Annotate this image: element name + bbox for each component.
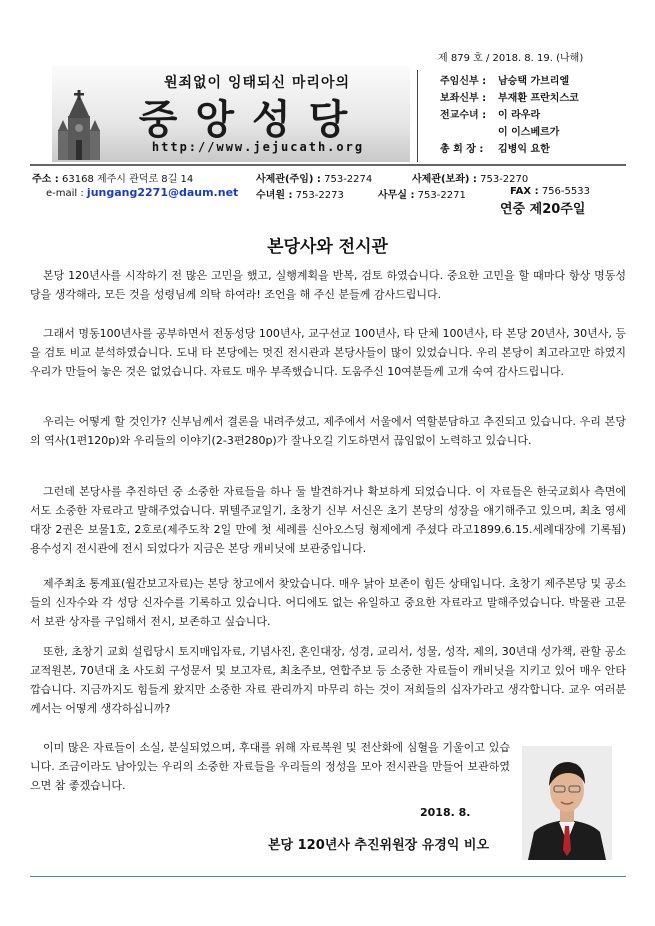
article-paragraph: 또한, 초창기 교회 설립당시 토지매입자료, 기념사진, 혼인대장, 성경, 교리서, 성물, 성작, 제의, 30년대 성가책, 관할 공소 교적원본, 70년대 초 사도회 구성문서 및 보고자료, 최초주보, 연합주보 등 소중한 자료들이 캐비닛을 지키고 있어 매우 안타깝습니다. 지금까지도 힘들게 왔지만 소중한 자료 관리까지 마무리 하는 것이 저희들의 십자가라고 생각합니다. 교우 여러분께서는 어떻게 생각하십니까?	[30, 645, 626, 715]
rectory-main-label: 사제관(주임) :	[256, 174, 321, 185]
convent-label: 수녀원 :	[256, 190, 293, 201]
rectory-assistant-value: 753-2270	[480, 174, 529, 185]
cathedral-icon	[54, 90, 104, 160]
email	[46, 186, 238, 199]
clergy-divider	[417, 70, 418, 162]
clergy-role: 주임신부 :	[440, 76, 487, 87]
address-label: 주소 :	[32, 174, 59, 185]
article-paragraph: 우리는 어떻게 할 것인가? 신부님께서 결론을 내려주셨고, 제주에서 서울에서 역할분담하고 추진되고 있습니다. 우리 본당의 역사(1편120p)와 우리들의 이야기(2-3편280p)가 잘나오길 기도하면서 끊임없이 노력하고 있습니다.	[30, 415, 626, 447]
clergy-name: 이 이스베르가	[498, 127, 560, 138]
clergy-row-president	[440, 140, 550, 155]
article-signature: 본당 120년사 추진위원장 유경익 비오	[268, 838, 490, 853]
clergy-role: 전교수녀 :	[440, 110, 487, 121]
rectory-assistant	[412, 170, 528, 185]
fax-value: 756-5533	[541, 186, 590, 197]
clergy-name: 김병익 요한	[498, 144, 550, 155]
article-paragraph: 제주최초 통계표(월간보고자료)는 본당 창고에서 찾았습니다. 매우 낡아 보존이 힘든 상태입니다. 초창기 제주본당 및 공소들의 신자수와 각 성당 신자수를 기록하고 있습니다. 어디에도 없는 유일하고 중요한 자료라고 말해주었습니다. 박물관 고문서 보관 상자를 구입해서 전시, 보존하고 싶습니다.	[30, 577, 626, 628]
bottom-rule	[30, 876, 626, 877]
clergy-name: 이 라우라	[498, 110, 541, 121]
church-name: 중앙성당	[138, 97, 366, 143]
website-url[interactable]: http://www.jejucath.org	[151, 140, 365, 154]
rectory-assistant-label: 사제관(보좌) :	[412, 174, 477, 185]
issue-info: 제 879 호 / 2018. 8. 19. (나해)	[438, 53, 584, 64]
rectory-main	[256, 170, 372, 185]
contact-bar	[30, 164, 626, 200]
liturgical-week: 연중 제20주일	[500, 202, 586, 217]
office	[378, 186, 466, 201]
clergy-row-sister-2	[440, 123, 559, 138]
clergy-name: 부재환 프란치스코	[498, 93, 579, 104]
convent-value: 753-2273	[295, 190, 344, 201]
email-link[interactable]: jungang2271@daum.net	[86, 186, 239, 199]
slogan: 원죄없이 잉태되신 마리아의	[163, 75, 351, 91]
clergy-role: 보좌신부 :	[440, 93, 487, 104]
article-paragraph: 본당 120년사를 시작하기 전 많은 고민을 했고, 실행계획을 반복, 검토 하였습니다. 중요한 고민을 할 때마다 항상 명동성당을 생각해라, 모든 것을 성령님께 의탁 하여라! 조언을 해 주신 분들께 감사드립니다.	[30, 269, 626, 301]
article-paragraph: 그런데 본당사를 추진하던 중 소중한 자료들을 하나 둘 발견하거나 확보하게 되었습니다. 이 자료들은 한국교회사 측면에서도 소중한 자료라고 말해주었습니다. 뮈텔주교일기, 초창기 신부 서신은 초기 본당의 성장을 얘기해주고 있으며, 최초 영세대장 2권은 보물1호, 2호로(제주도착 2일 만에 첫 세례를 신아오스딩 형제에게 주셨다 라고1899.6.15.세례대장에 기록됨)용수성지 전시관에 전시 되었다가 지금은 본당 캐비닛에 보관중입니다.	[30, 485, 626, 555]
clergy-row-sister	[440, 106, 540, 121]
clergy-name: 남승택 가브리엘	[498, 76, 570, 87]
rectory-main-value: 753-2274	[324, 174, 373, 185]
fax	[510, 186, 590, 197]
clergy-row-pastor	[440, 72, 569, 87]
address-value: 63168 제주시 관덕로 8길 14	[62, 174, 194, 185]
clergy-role: 총 회 장 :	[440, 144, 484, 155]
fax-label: FAX :	[510, 186, 539, 197]
article-paragraph: 그래서 명동100년사를 공부하면서 전동성당 100년사, 교구선교 100년사, 타 단체 100년사, 타 본당 20년사, 30년사, 등을 검토 비교 분석하였습니다. 도내 타 본당에는 멋진 전시관과 본당사들이 많이 있었습니다. 우리 본당이 최고라고만 하였지 우리가 만들어 놓은 것은 없었습니다. 자료도 매우 부족했습니다. 도움주신 10여분들께 고개 숙여 감사드립니다.	[30, 327, 626, 378]
author-portrait-photo	[522, 746, 612, 860]
article-title: 본당사와 전시관	[267, 237, 388, 257]
office-value: 753-2271	[417, 190, 466, 201]
email-label: e-mail :	[46, 188, 84, 199]
office-label: 사무실 :	[378, 190, 415, 201]
clergy-row-assistant	[440, 89, 579, 104]
address	[32, 170, 193, 185]
article-date: 2018. 8.	[420, 806, 471, 819]
article-paragraph: 이미 많은 자료들이 소실, 분실되었으며, 후대를 위해 자료복원 및 전산화에 심혈을 기울이고 있습니다. 조금이라도 남아있는 우리의 소중한 자료들을 우리들의 정성을 모아 전시관을 만들어 보관하였으면 참 좋겠습니다.	[30, 741, 510, 792]
convent	[256, 186, 344, 201]
